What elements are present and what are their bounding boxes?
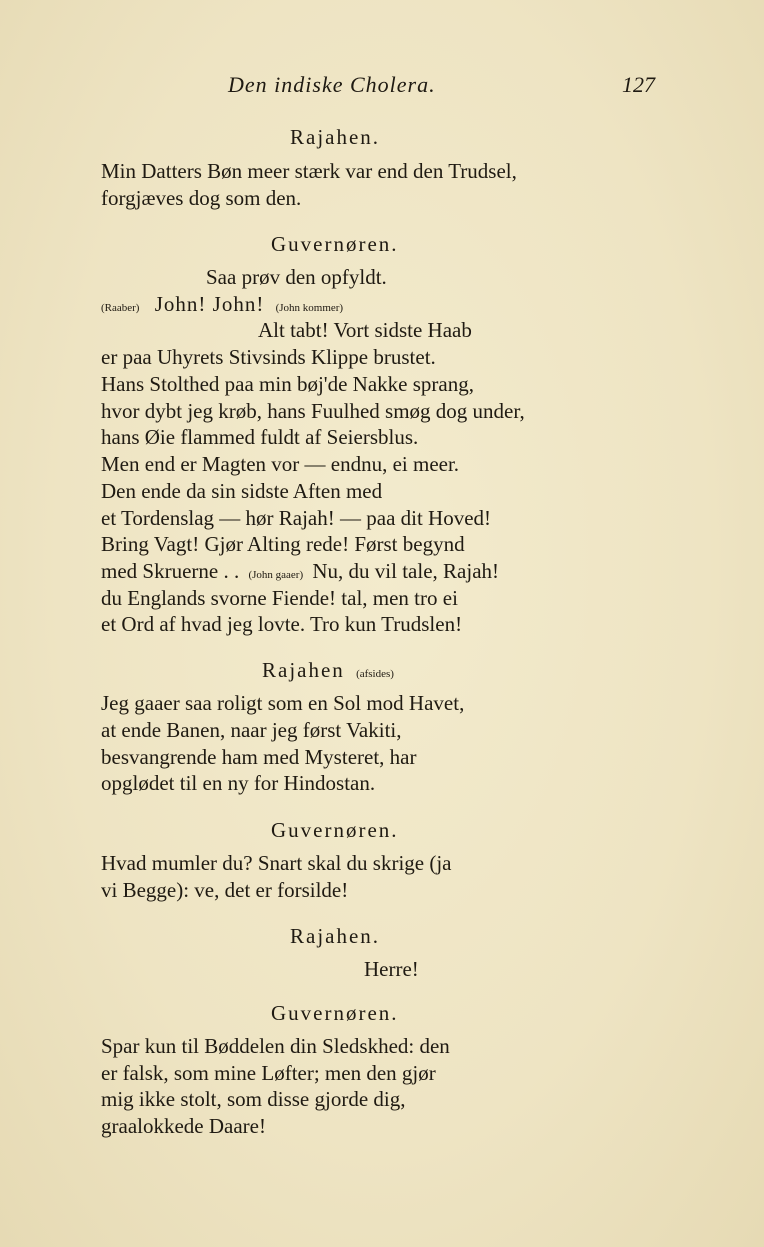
verse-line: Hvad mumler du? Snart skal du skrige (ja bbox=[101, 851, 452, 875]
verse-line: Men end er Magten vor — endnu, ei meer. bbox=[101, 452, 460, 476]
verse-line: mig ikke stolt, som disse gjorde dig, bbox=[101, 1087, 406, 1111]
verse-line: et Tordenslag — hør Rajah! — paa dit Hoved! bbox=[101, 506, 492, 530]
verse-line: besvangrende ham med Mysteret, har bbox=[101, 745, 417, 769]
verse-line: er paa Uhyrets Stivsinds Klippe brustet. bbox=[101, 345, 436, 369]
running-header-title: Den indiske Cholera. bbox=[228, 72, 436, 97]
verse-line: du Englands svorne Fiende! tal, men tro ei bbox=[101, 586, 458, 610]
verse-line: graalokkede Daare! bbox=[101, 1114, 266, 1138]
verse-line-with-stage-direction bbox=[101, 559, 499, 584]
speaker-name: Guvernøren. bbox=[271, 232, 399, 256]
verse-text: Nu, du vil tale, Rajah! bbox=[312, 559, 500, 583]
speaker-name: Rajahen bbox=[262, 658, 345, 682]
verse-text: med Skruerne . . bbox=[101, 559, 240, 583]
verse-line-with-stage-directions bbox=[101, 292, 343, 317]
verse-line: Herre! bbox=[364, 957, 419, 981]
page-number: 127 bbox=[622, 72, 655, 97]
verse-line: hvor dybt jeg krøb, hans Fuulhed smøg dog under, bbox=[101, 399, 525, 423]
verse-line: Spar kun til Bøddelen din Sledskhed: den bbox=[101, 1034, 450, 1058]
speaker-name: Rajahen. bbox=[290, 125, 381, 149]
speaker-name: Guvernøren. bbox=[271, 1001, 399, 1025]
stage-direction: (Raaber) bbox=[101, 302, 140, 314]
verse-line: hans Øie flammed fuldt af Seiersblus. bbox=[101, 425, 419, 449]
verse-line: Den ende da sin sidste Aften med bbox=[101, 479, 383, 503]
verse-line: Bring Vagt! Gjør Alting rede! Først begynd bbox=[101, 532, 465, 556]
verse-line: opglødet til en ny for Hindostan. bbox=[101, 771, 376, 795]
verse-line: Jeg gaaer saa roligt som en Sol mod Havet, bbox=[101, 691, 465, 715]
verse-line: Alt tabt! Vort sidste Haab bbox=[258, 318, 472, 342]
verse-text: John! John! bbox=[154, 292, 265, 316]
verse-line: Saa prøv den opfyldt. bbox=[206, 265, 387, 289]
speaker-name: Guvernøren. bbox=[271, 818, 399, 842]
stage-direction: (John gaaer) bbox=[248, 569, 304, 581]
verse-line: et Ord af hvad jeg lovte. Tro kun Trudslen! bbox=[101, 612, 463, 636]
verse-line: Min Datters Bøn meer stærk var end den Trudsel, bbox=[101, 159, 517, 183]
speaker-name-with-direction bbox=[262, 658, 394, 683]
verse-line: forgjæves dog som den. bbox=[101, 186, 302, 210]
verse-line: Hans Stolthed paa min bøj'de Nakke sprang, bbox=[101, 372, 474, 396]
verse-line: er falsk, som mine Løfter; men den gjør bbox=[101, 1061, 436, 1085]
stage-direction: (John kommer) bbox=[275, 302, 344, 314]
speaker-name: Rajahen. bbox=[290, 924, 381, 948]
verse-line: at ende Banen, naar jeg først Vakiti, bbox=[101, 718, 402, 742]
stage-direction: (afsides) bbox=[356, 668, 394, 680]
verse-line: vi Begge): ve, det er forsilde! bbox=[101, 878, 349, 902]
